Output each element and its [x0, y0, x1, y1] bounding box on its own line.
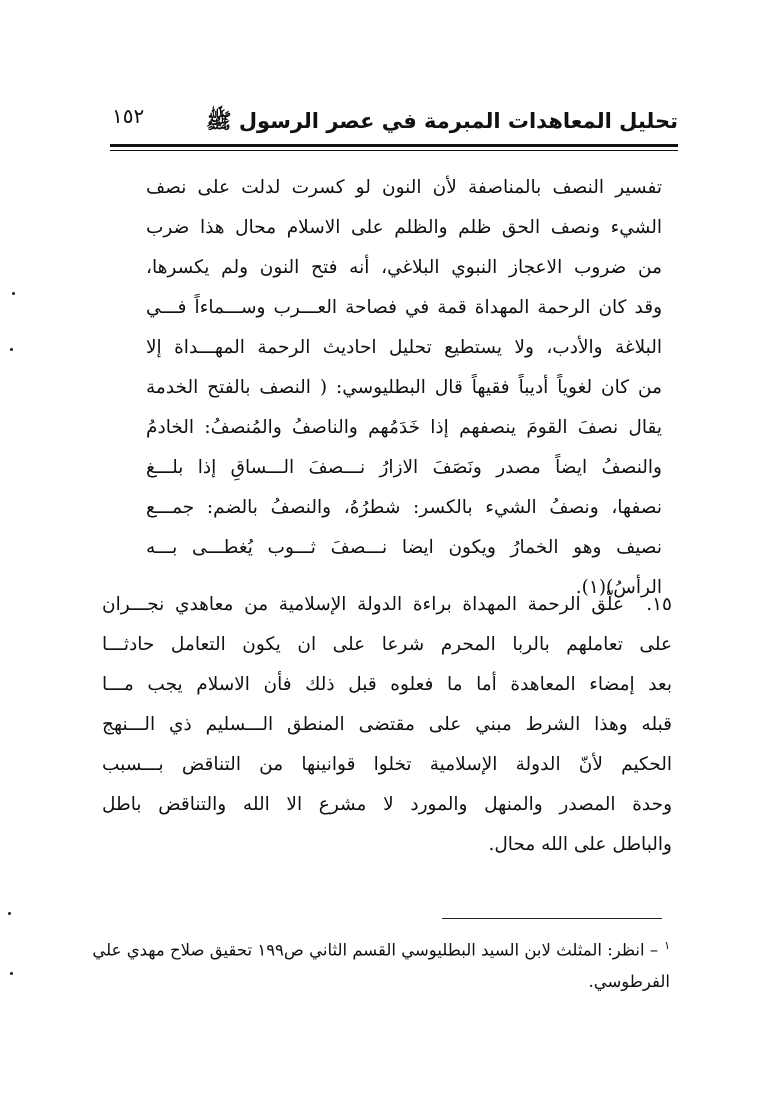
footnote-separator — [442, 918, 662, 919]
scan-speck — [12, 292, 15, 295]
body-line: وقد كان الرحمة المهداة قمة في فصاحة العـــرب وســـماءاً فـــي — [146, 297, 662, 318]
body-line: تفسير النصف بالمناصفة لأن النون لو كسرت لدلت على نصف — [146, 177, 662, 198]
item-line: وحدة المصدر والمنهل والمورد لا مشرع الا الله والتناقض باطل — [102, 794, 672, 815]
body-line: نصفها، ونصفُ الشيء بالكسر: شطرُهُ، والنصفُ بالضم: جمـــع — [146, 497, 662, 518]
header-rule-thin — [110, 150, 678, 151]
body-line: من كان لغوياً أديباً فقيهاً قال البطليوسي: ( النصف بالفتح الخدمة — [146, 377, 662, 398]
footnote-text: – انظر: المثلث لابن السيد البطليوسي القسم الثاني ص١٩٩ تحقيق صلاح مهدي علي — [92, 940, 659, 960]
item-line: والباطل على الله محال. — [488, 834, 672, 855]
page-number: ١٥٢ — [112, 104, 145, 128]
body-line: الشيء ونصف الحق ظلم والظلم على الاسلام محال هذا ضرب — [146, 217, 662, 238]
item-line: على تعاملهم بالربا المحرم شرعا على ان يكون التعامل حادثـــا — [102, 634, 672, 655]
item-line: علّق الرحمة المهداة براءة الدولة الإسلامية من معاهدي نجـــران — [102, 594, 624, 615]
running-header-title: تحليل المعاهدات المبرمة في عصر الرسول ﷺ — [206, 109, 678, 133]
footnote — [92, 928, 670, 1000]
body-line: الرأسُ)(١). — [575, 577, 662, 598]
scan-speck — [8, 912, 11, 915]
item-line: بعد إمضاء المعاهدة أما ما فعلوه قبل ذلك فأن الاسلام يجب مـــا — [102, 674, 672, 695]
footnote-line: الفرطوسي. — [588, 972, 670, 991]
scan-speck — [10, 348, 13, 351]
body-line: نصيف وهو الخمارُ ويكون ايضا نـــصفَ ثـــوب يُغطـــى بـــه — [146, 537, 662, 558]
item-number: ١٥. — [646, 594, 672, 615]
item-line: قبله وهذا الشرط مبني على مقتضى المنطق الـــسليم ذي الـــنهج — [102, 714, 672, 735]
scan-speck — [10, 972, 13, 975]
item-line: الحكيم لأنّ الدولة الإسلامية تخلوا قوانينها من التناقض بـــسبب — [102, 754, 672, 775]
footnote-marker: ١ — [664, 939, 670, 952]
body-line: يقال نصفَ القومَ ينصفهم إذا خَدَمُهم والناصفُ والمُنصفُ: الخادمُ — [146, 417, 662, 438]
header-rule-thick — [110, 144, 678, 147]
footnote-line — [92, 928, 670, 964]
body-paragraph — [146, 168, 662, 608]
body-line: من ضروب الاعجاز النبوي البلاغي، أنه فتح النون ولم يكسرها، — [146, 257, 662, 278]
body-line: والنصفُ ايضاً مصدر ونَصَفَ الازارُ نـــصفَ الـــساقِ إذا بلـــغ — [146, 457, 662, 478]
body-line: البلاغة والأدب، ولا يستطيع تحليل احاديث الرحمة المهـــداة إلا — [146, 337, 662, 358]
